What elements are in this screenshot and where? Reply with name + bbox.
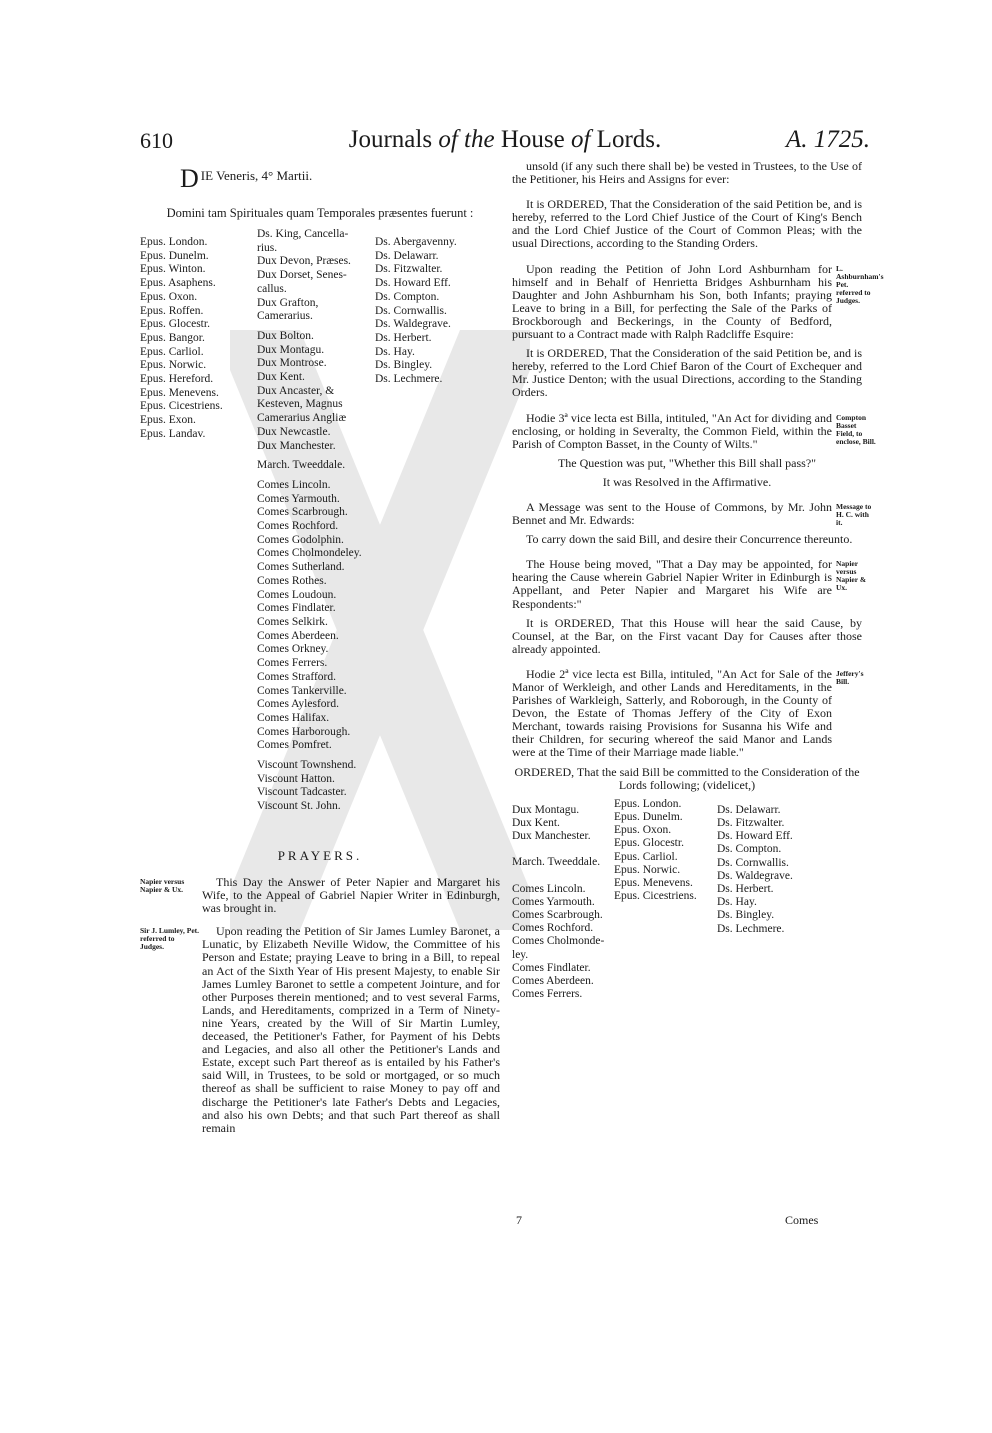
attendee-name: rius. — [257, 241, 278, 254]
attendee-name: Comes Selkirk. — [257, 615, 328, 628]
attendee-name: Ds. Abergavenny. — [375, 236, 457, 248]
committee-member: March. Tweeddale. — [512, 856, 601, 869]
committee-member: Epus. Glocestr. — [614, 837, 684, 850]
attendee-name: Comes Orkney. — [257, 643, 329, 656]
committee-column-2 — [614, 798, 712, 904]
attendee-name: Dux Devon, Præses. — [257, 255, 351, 268]
margin-note: Compton Basset Field, to enclose, Bill. — [836, 412, 876, 446]
committee-member: Ds. Bingley. — [717, 909, 775, 922]
committee-member: Ds. Hay. — [717, 896, 757, 909]
petition-continuation: unsold (if any such there shall be) be vested in Trustees, to the Use of the Petitioner, his Heirs and Assigns for ever: — [512, 159, 862, 187]
entry-text: This Day the Answer of Peter Napier and Margaret his Wife, to the Appeal of Gabriel Napier Writer in Edinburgh, was brought in. — [202, 875, 500, 916]
committee-member: ley. — [512, 948, 529, 961]
committee-member: Ds. Compton. — [717, 843, 782, 856]
bishops-column — [140, 236, 250, 442]
committee-member: Comes Scarbrough. — [512, 908, 603, 921]
committee-member: Epus. Cicestriens. — [614, 890, 697, 903]
signature-mark: 7 — [516, 1213, 522, 1227]
present-heading: Domini tam Spirituales quam Temporales præsentes fuerunt : — [166, 206, 474, 220]
committee-member: Ds. Howard Eff. — [717, 830, 793, 843]
committee-member: Ds. Fitzwalter. — [717, 816, 785, 829]
attendee-name: Ds. Waldegrave. — [375, 318, 451, 331]
page-header — [140, 128, 870, 162]
committee-member: Ds. Lechmere. — [717, 922, 785, 935]
attendee-name: Epus. Roffen. — [140, 304, 204, 317]
order-paragraph: It is ORDERED, That the Consideration of the said Petition be, and is hereby, referred to the Lord Chief Baron of the Court of Exchequer and Mr. Justice Denton; with the usual Directions, according to the Standing Orders. — [512, 346, 862, 400]
attendee-name: Camerarius Angliæ — [257, 412, 347, 425]
committee-member: Comes Rochford. — [512, 922, 594, 935]
attendee-name: Epus. Oxon. — [140, 290, 198, 303]
entry-text: Upon reading the Petition of Sir James Lumley Baronet, a Lunatic, by Elizabeth Neville Widow, the Committee of his Person and Estate; praying Leave to bring in a Bill, to repeal an Act of the Sixth Year of His present Majesty, to enable Sir James Lumley Baronet to settle a competent Jointure, and for other Purposes therein mentioned; and to vest several Farms, Lands, and Hereditaments, comprized in a Term of Ninety-nine Years, created by the Will of Sir Martin Lumley, deceased, the Petitioner's Father, for Payment of his Debts and Legacies, and also all other the Petitioner's Lands and Estate, except such Part thereof as is entailed by his Father's said Will, in Trustees, to be sold or mortgaged, or so much thereof as shall be sufficient to raise Money to pay off and discharge the Petitioner's late Father's Debts and Legacies, and also his own Debts; and that such Part thereof as shall remain — [202, 924, 500, 1135]
margin-note: Napier versus Napier & Ux. — [836, 559, 867, 593]
attendee-name: Comes Rochford. — [257, 520, 339, 533]
attendee-name: Ds. Delawarr. — [375, 249, 439, 262]
left-column — [140, 164, 500, 1145]
committee-member: Epus. Norwic. — [614, 863, 681, 876]
attendee-name: Epus. Winton. — [140, 263, 206, 276]
committee-member: Comes Yarmouth. — [512, 895, 595, 908]
attendee-name: Comes Loudoun. — [257, 588, 337, 601]
attendee-name: callus. — [257, 282, 287, 295]
concurrence-text: To carry down the said Bill, and desire their Concurrence thereunto. — [526, 532, 853, 547]
margin-note: Jeffery's Bill. — [836, 668, 864, 686]
committee-member: Comes Aberdeen. — [512, 974, 594, 987]
committee-member: Comes Findlater. — [512, 961, 591, 974]
committee-member — [512, 843, 610, 856]
entry-text: Hodie 3ª vice lecta est Billa, intituled, "An Act for dividing and enclosing, or holding in Severalty, the Common Field, within the Parish of Compton Basset, in the County of Wilts." — [512, 410, 832, 451]
committee-column-3 — [717, 804, 827, 936]
committee-member: Dux Manchester. — [512, 830, 591, 843]
drop-cap: D — [180, 164, 199, 193]
margin-note: L. Ashburnham's Pet. referred to Judges. — [836, 263, 884, 305]
attendee-name: Camerarius. — [257, 310, 313, 323]
attendee-name: Dux Manchester. — [257, 439, 336, 452]
attendee-name: Dux Ancaster, & — [257, 384, 335, 397]
committee-member: Ds. Cornwallis. — [717, 856, 789, 869]
attendee-name: Comes Harborough. — [257, 725, 351, 738]
attendee-name: Viscount Hatton. — [257, 772, 335, 785]
committee-member: Dux Montagu. — [512, 803, 580, 816]
peers-column — [257, 228, 372, 814]
journal-entry-message — [512, 499, 872, 528]
margin-note: Message to H. C. with it. — [836, 501, 872, 527]
attendee-name: Comes Godolphin. — [257, 533, 344, 546]
attendee-name: Ds. Herbert. — [375, 331, 432, 344]
committee-member: Comes Lincoln. — [512, 882, 586, 895]
attendee-name: March. Tweeddale. — [257, 459, 346, 472]
attendee-name: Comes Halifax. — [257, 711, 330, 724]
catchword: Comes — [785, 1213, 819, 1227]
attendee-name: Ds. Lechmere. — [375, 373, 443, 386]
committee-member: Epus. Menevens. — [614, 876, 693, 889]
attendance-list — [140, 228, 500, 838]
margin-note: Sir J. Lumley, Pet. referred to Judges. — [140, 926, 200, 952]
attendee-name: Comes Scarbrough. — [257, 506, 348, 519]
attendee-name: Comes Ferrers. — [257, 657, 328, 670]
attendee-name: Viscount Townshend. — [257, 759, 357, 772]
attendee-name: Dux Kent. — [257, 371, 305, 384]
journal-entry-lumley-petition — [140, 925, 500, 1135]
entry-text: Upon reading the Petition of John Lord Ashburnham for himself and in Behalf of Henrietta Bridges Ashburnham his Daughter and John Ashburnham his Son, both Infants; praying Leave to bring in a Bill, for perfecting the Sale of the Parks of Brockborough and Beckerings, in the County of Bedford, pursuant to a Contract made with Ralph Radcliffe Esquire: — [512, 261, 832, 342]
question-text: The Question was put, "Whether this Bill shall pass?" — [557, 455, 817, 470]
attendee-name: Epus. Cicestriens. — [140, 400, 223, 413]
committee-member: Ds. Delawarr. — [717, 803, 781, 816]
attendee-name: Dux Bolton. — [257, 329, 314, 342]
attendee-name: Ds. King, Cancella- — [257, 228, 349, 240]
session-date: D IE Veneris, 4° Martii. — [180, 164, 313, 193]
committee-member: Dux Kent. — [512, 816, 560, 829]
attendee-name: Dux Grafton, — [257, 296, 319, 309]
order-paragraph: It is ORDERED, That this House will hear the said Cause, by Counsel, at the Bar, on the First vacant Day for Causes after those already appointed. — [512, 615, 862, 656]
prayers-heading: PRAYERS. — [277, 848, 363, 863]
attendee-name: Epus. London. — [140, 236, 208, 248]
attendee-name: Dux Montagu. — [257, 343, 325, 356]
committee-member: Comes Cholmonde- — [512, 935, 605, 948]
attendee-name: Dux Dorset, Senes- — [257, 269, 347, 282]
committee-member: Epus. Oxon. — [614, 824, 672, 837]
journal-title: Journals of the House of Lords. — [348, 126, 662, 153]
attendee-name: Kesteven, Magnus — [257, 398, 343, 411]
attendee-name: Epus. Asaphens. — [140, 277, 216, 290]
committee-member: Ds. Waldegrave. — [717, 869, 793, 882]
journal-entry-ashburnham — [512, 261, 884, 342]
attendee-name: Epus. Exon. — [140, 414, 196, 427]
attendee-name: Ds. Compton. — [375, 290, 440, 303]
entry-text: A Message was sent to the House of Commons, by Mr. John Bennet and Mr. Edwards: — [512, 499, 832, 528]
right-column — [512, 159, 884, 1001]
attendee-name: Epus. Norwic. — [140, 359, 207, 372]
attendee-name: Epus. Hereford. — [140, 373, 214, 386]
page-number: 610 — [140, 128, 173, 153]
attendee-name: Comes Aberdeen. — [257, 629, 339, 642]
margin-note: Napier versus Napier & Ux. — [140, 877, 185, 894]
committee-list — [512, 797, 862, 1001]
attendee-name: Ds. Hay. — [375, 345, 415, 358]
committee-column-1 — [512, 804, 610, 1002]
committee-member: Ds. Herbert. — [717, 882, 774, 895]
attendee-name: Epus. Bangor. — [140, 331, 205, 344]
entry-text: The House being moved, "That a Day may be appointed, for hearing the Cause wherein Gabriel Napier Writer in Edinburgh is Appellant, and Peter Napier and Margaret his Wife are Respondents:" — [512, 557, 832, 611]
attendee-name: Viscount St. John. — [257, 800, 341, 813]
barons-column — [375, 236, 495, 387]
attendee-name: Comes Tankerville. — [257, 684, 347, 697]
attendee-name: Epus. Dunelm. — [140, 249, 209, 262]
resolved-text: It was Resolved in the Affirmative. — [602, 474, 772, 489]
committee-member: Epus. Carliol. — [614, 850, 678, 863]
attendee-name: Ds. Fitzwalter. — [375, 263, 443, 276]
attendee-name: Epus. Landav. — [140, 427, 206, 440]
attendee-name: Epus. Carliol. — [140, 345, 204, 358]
journal-entry-napier-appeal — [512, 557, 867, 611]
journal-entry-napier-answer — [140, 876, 500, 915]
attendee-name: Comes Lincoln. — [257, 478, 331, 491]
order-paragraph: It is ORDERED, That the Consideration of the said Petition be, and is hereby, referred to the Lord Chief Justice of the Court of King's Bench and the Lord Chief Justice of the Court of Common Pleas; with the usual Directions, according to the Standing Orders. — [512, 197, 862, 251]
attendee-name: Comes Findlater. — [257, 602, 336, 615]
attendee-name: Epus. Menevens. — [140, 386, 219, 399]
committee-member — [512, 870, 610, 883]
committee-member: Epus. Dunelm. — [614, 810, 683, 823]
attendee-name: Comes Pomfret. — [257, 739, 332, 752]
attendee-name: Comes Aylesford. — [257, 698, 339, 711]
journal-entry-compton — [512, 410, 876, 451]
committee-member: Epus. London. — [614, 797, 682, 810]
attendee-name: Ds. Bingley. — [375, 359, 433, 372]
committee-member: Comes Ferrers. — [512, 988, 583, 1001]
attendee-name: Epus. Glocestr. — [140, 318, 210, 331]
attendee-name: Dux Montrose. — [257, 357, 327, 370]
journal-year: A. 1725. — [785, 126, 870, 153]
journal-entry-jeffery — [512, 668, 862, 760]
attendee-name: Comes Yarmouth. — [257, 492, 340, 505]
attendee-name: Viscount Tadcaster. — [257, 786, 347, 799]
attendee-name: Comes Cholmondeley. — [257, 547, 362, 560]
attendee-name: Comes Sutherland. — [257, 561, 345, 574]
attendee-name: Dux Newcastle. — [257, 425, 331, 438]
attendee-name: Comes Rothes. — [257, 574, 327, 587]
entry-text: Hodie 2ª vice lecta est Billa, intituled, "An Act for Sale of the Manor of Werkleigh, and other Lands and Hereditaments, in the Parishes of Warkleigh, Satterly, and Roborough, in the County of Devon, the Estate of Thomas Jeffery of the City of Exon Merchant, towards raising Provisions for Susanna his Wife and their Children, for securing whereof the said Manor and Lands were at the Time of their Marriage made liable." — [512, 666, 832, 760]
attendee-name: Comes Strafford. — [257, 670, 337, 683]
committee-order: ORDERED, That the said Bill be committed to the Consideration of the Lords following; (videlicet,) — [514, 764, 860, 792]
attendee-name: Ds. Howard Eff. — [375, 277, 451, 290]
attendee-name: Ds. Cornwallis. — [375, 304, 447, 317]
